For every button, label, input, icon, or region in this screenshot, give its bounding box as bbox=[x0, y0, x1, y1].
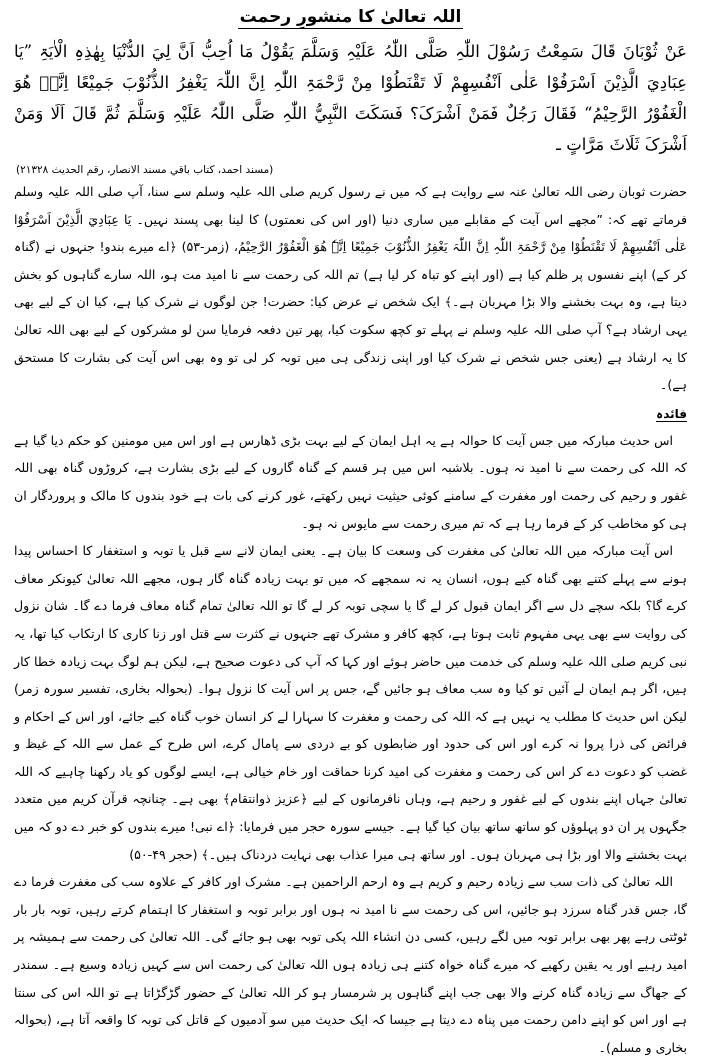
urdu-translation bbox=[14, 178, 687, 399]
faida-paragraph: اس آیت مبارکہ میں اللہ تعالیٰ کی مغفرت کی وسعت کا بیان ہے۔ یعنی ایمان لانے سے قبل یا توبہ و استغفار کا احساس پیدا ہونے سے پہلے کتنے بھی گناہ کیے ہوں، انسان یہ نہ سمجھے کہ میں تو بہت زیادہ گناہ گار ہوں، مجھے اللہ تعالیٰ کیونکر معاف کرے گا؟ بلکہ سچے دل سے اگر ایمان قبول کر لے گا یا سچی توبہ کر لے گا تو اللہ تعالیٰ تمام گناہ معاف فرما دے گا۔ شان نزول کی روایت سے بھی یہی مفہوم ثابت ہوتا ہے، کچھ کافر و مشرک تھے جنہوں نے کثرت سے قتل اور زنا کاری کا ارتکاب کیا تھا، یہ نبی کریم صلی اللہ علیہ وسلم کی خدمت میں حاضر ہوئے اور کہا کہ آپ کی دعوت صحیح ہے، لیکن ہم لوگ بہت زیادہ خطا کار ہیں، اگر ہم ایمان لے آئیں تو کیا وہ سب معاف ہو جائیں گے، جس پر اس آیت کا نزول ہوا۔ (بحوالہ بخاری، تفسیر سورہ زمر) لیکن اس حدیث کا مطلب یہ نہیں ہے کہ اللہ کی رحمت و مغفرت کا سہارا لے کر انسان خوب گناہ کیے جائے، اور اس کے احکام و فرائض کی ذرا پروا نہ کرے اور اس کی حدود اور ضابطوں کو بے دردی سے پامال کرے، اس طرح کے عمل سے اللہ کے غیظ و غضب کو دعوت دے کر اس کی رحمت و مغفرت کی امید کرنا حماقت اور خام خیالی ہے، ایسے لوگوں کو یاد رکھنا چاہیے کہ اللہ تعالیٰ جہاں اپنے بندوں کے لیے غفور و رحیم ہے، وہاں نافرمانوں کے لیے ﴿عزیز ذوانتقام﴾ بھی ہے۔ چنانچہ قرآن کریم میں متعدد جگہوں پر ان دو پہلوؤں کو ساتھ ساتھ بیان کیا گیا ہے۔ جیسے سورہ حجر میں فرمایا: ﴿اے نبی! میرے بندوں کو خبر دے دو کہ میں بہت بخشنے والا اور بڑا ہی مہربان ہوں۔ اور ساتھ ہی میرا عذاب بھی نہایت دردناک ہیں۔﴾ (حجر ۴۹-۵۰) bbox=[14, 543, 687, 862]
page-title bbox=[14, 0, 687, 32]
faida-heading-text: فائدہ bbox=[656, 406, 687, 421]
page-title-text: اللہ تعالیٰ کا منشورِ رحمت bbox=[239, 7, 462, 27]
faida-paragraph: اللہ تعالیٰ کی ذات سب سے زیادہ رحیم و کریم ہے وہ ارحم الراحمین ہے۔ مشرک اور کافر کے علاوہ سب کی مغفرت فرما دے گا، جس قدر گناہ سرزد ہو جائیں، اس کی رحمت سے نا امید نہ ہوں اور برابر توبہ و استغفار کا اہتمام کرتے رہیں، توبہ بار بار ٹوٹتی رہے پھر بھی برابر توبہ میں لگے رہیں، کسی دن انشاء اللہ پکی توبہ بھی ہو جائے گی۔ اللہ تعالیٰ کی رحمت سے ہمیشہ پر امید رہیے اور یہ یقین رکھیے کہ میرے گناہ خواہ کتنے ہی زیادہ ہوں اللہ تعالیٰ کی رحمت اس سے کہیں زیادہ وسیع ہے۔ سمندر کے جھاگ سے زیادہ گناہ کرنے والا بھی جب اپنے گناہوں پر شرمسار ہو کر اللہ تعالیٰ کے حضور گڑگڑاتا ہے تو اللہ اس کی سنتا ہے اور اس کو اپنے دامن رحمت میں پناہ دے دیتا ہے جیسا کہ ایک حدیث میں سو آدمیوں کے قاتل کی توبہ کا واقعہ آتا ہے، (بحوالہ بخاری و مسلم)۔ bbox=[14, 874, 687, 1055]
translation-paragraph: حضرت ثوبان رضی اللہ تعالیٰ عنہ سے روایت ہے کہ میں نے رسول کریم صلی اللہ علیہ وسلم سے سنا، آپ صلی اللہ علیہ وسلم فرماتے تھے کہ: ”مجھے اس آیت کے مقابلے میں ساری دنیا (اور اس کی نعمتوں) کا لینا بھی پسند نہیں۔ یَا عِبَادِيَ الَّذِیْنَ اَسْرَفُوْا عَلٰی اَنْفُسِھِمْ لَا تَقْنَطُوْا مِنْ رَّحْمَۃِ اللّٰہِ اِنَّ اللّٰہَ یَغْفِرُ الذُّنُوْبَ جَمِیْعًا اِنَّہٗ ھُوَ الْغَفُوْرُ الرَّحِیْمُ، (زمر-۵۳) ﴿اے میرے بندو! جنہوں نے (گناہ کر کے) اپنے نفسوں پر ظلم کیا ہے (اور اپنے کو تباہ کر لیا ہے) تم اللہ کی رحمت سے نا امید مت ہو، اللہ سارے گناہوں کو بخش دیتا ہے، وہ بہت بخشنے والا بڑا مہربان ہے۔﴾ ایک شخص نے عرض کیا: حضرت! جن لوگوں نے شرک کیا ہے، کیا ان کے لیے بھی یہی ارشاد ہے؟ آپ صلی اللہ علیہ وسلم نے پہلے تو کچھ سکوت کیا، پھر تین دفعہ فرمایا سن لو مشرکوں کے لیے بھی اللہ تعالیٰ کا یہ ارشاد ہے (یعنی جس شخص نے شرک کیا اور اپنی زندگی ہی میں توبہ کر لی تو وہ بھی اس آیت کی بشارت کا مستحق ہے)۔ bbox=[14, 184, 688, 393]
faida-section bbox=[14, 427, 687, 1061]
faida-paragraph: اس حدیث مبارکہ میں جس آیت کا حوالہ ہے یہ اہل ایمان کے لیے بہت بڑی ڈھارس ہے اور اس میں مومنین کو حکم دیا گیا ہے کہ اللہ کی رحمت سے نا امید نہ ہوں۔ بلاشبہ اس میں ہر قسم کے گناہ گاروں کے لیے بڑی بشارت ہے، کروڑوں گناہ بھی اللہ غفور و رحیم کی رحمت اور مغفرت کے سامنے کوئی حیثیت نہیں رکھتے، غور کرنے کی بات ہے خود بندوں کا مالک و پروردگار ان ہی کو مخاطب کر کے فرما رہا ہے کہ تم میری رحمت سے مایوس نہ ہو۔ bbox=[14, 432, 687, 531]
hadith-citation: (مسند احمد، کتاب باقي مسند الانصار، رقم الحدیث ۲۱۳۲۸) bbox=[16, 164, 274, 176]
arabic-hadith-text: عَنْ ثُوْبَانَ قَالَ سَمِعْتُ رَسُوْلَ اللّٰہِ صَلَّی اللّٰہُ عَلَیْہِ وَسَلَّمَ یَقُوْلُ مَا اُحِبُّ اَنَّ لِيَ الدُّنْیَا بِھٰذِہِ الْاٰیَۃِ ”یَا عِبَادِيَ الَّذِیْنَ اَسْرَفُوْا عَلٰی اَنْفُسِھِمْ لَا تَقْنَطُوْا مِنْ رَّحْمَۃِ اللّٰہِ اِنَّ اللّٰہَ یَغْفِرُ الذُّنُوْبَ جَمِیْعًا اِنَّہٗ ھُوَ الْغَفُوْرُ الرَّحِیْمُ“ فَقَالَ رَجُلٌ فَمَنْ اَشْرَکَ؟ فَسَکَتَ النَّبِيُّ اللّٰہِ صَلَّی اللّٰہُ عَلَیْہِ وَسَلَّمَ ثُمَّ قَالَ اَلَا وَمَنْ اَشْرَکَ ثَلَاثَ مَرَّاتٍ ـ bbox=[14, 42, 687, 154]
faida-heading bbox=[14, 399, 687, 427]
